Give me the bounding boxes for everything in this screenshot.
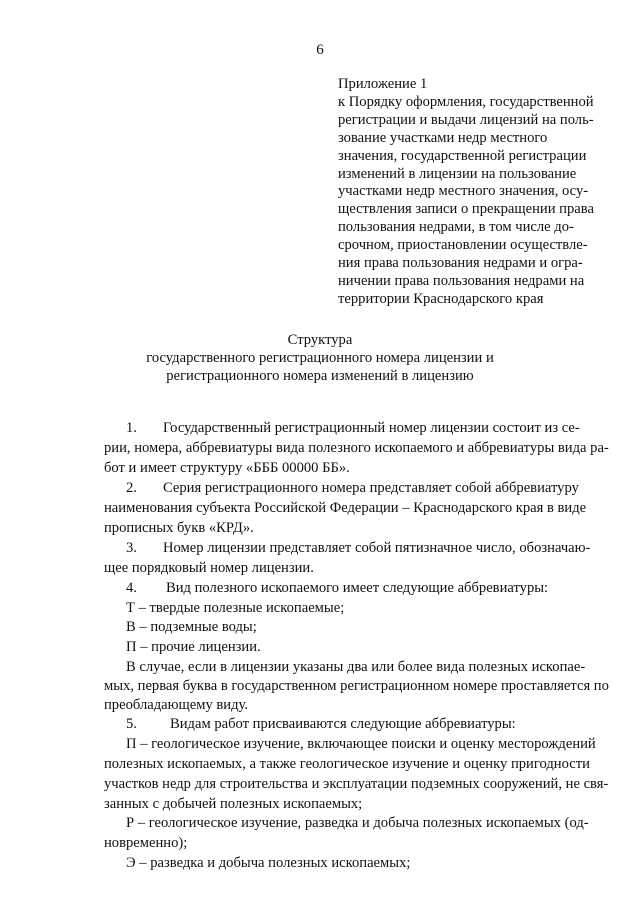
section-4-text: Вид полезного ископаемого имеет следующие аббревиатуры:	[166, 580, 549, 596]
section-2-first-line	[126, 479, 579, 499]
section-2-number: 2.	[126, 480, 137, 496]
appendix-line: срочном, приостановлении осуществле-	[338, 237, 588, 254]
heading-subtitle-line: государственного регистрационного номера лицензии и	[146, 350, 494, 366]
page-number: 6	[316, 42, 324, 58]
appendix-line: ничении права пользования недрами на	[338, 272, 585, 289]
section-4-first-line	[126, 579, 548, 599]
appendix-line: пользования недрами, в том числе до-	[338, 219, 574, 236]
section-4-number: 4.	[126, 580, 137, 596]
work-type-item-line: занных с добычей полезных ископаемых;	[104, 796, 363, 812]
appendix-line: ществления записи о прекращении права	[338, 201, 594, 218]
appendix-line: изменений в лицензии на пользование	[338, 165, 577, 182]
section-2-text: Серия регистрационного номера представляет собой аббревиатуру	[163, 480, 579, 496]
section-3-number: 3.	[126, 540, 137, 556]
appendix-line: значения, государственной регистрации	[338, 147, 587, 164]
document-heading	[0, 331, 640, 385]
heading-title: Структура	[287, 332, 353, 348]
appendix-line: территории Краснодарского края	[338, 290, 544, 307]
work-type-item: П – геологическое изучение, включающее поиски и оценку месторождений	[126, 736, 596, 752]
appendix-line: ния права пользования недрами и огра-	[338, 255, 583, 272]
section-1-first-line	[126, 419, 580, 439]
section-3-first-line	[126, 539, 590, 559]
section-2-line: прописных букв «КРД».	[104, 520, 254, 536]
section-5-number: 5.	[126, 716, 137, 732]
appendix-title: Приложение 1	[338, 76, 428, 92]
section-1-line: бот и имеет структуру «БББ 00000 ББ».	[104, 460, 350, 476]
section-1-number: 1.	[126, 420, 137, 436]
work-type-item-line: полезных ископаемых, а также геологическое изучение и оценку пригодности	[104, 756, 590, 772]
appendix-line: к Порядку оформления, государственной	[338, 93, 594, 110]
section-4-note-line: преобладающему виду.	[104, 697, 249, 713]
section-1-line: рии, номера, аббревиатуры вида полезного ископаемого и аббревиатуры вида ра-	[104, 440, 609, 456]
work-type-item-line: участков недр для строительства и эксплуатации подземных сооружений, не свя-	[104, 776, 609, 792]
section-5-text: Видам работ присваиваются следующие аббревиатуры:	[170, 716, 516, 732]
section-1-text: Государственный регистрационный номер лицензии состоит из се-	[163, 420, 580, 436]
heading-subtitle-line: регистрационного номера изменений в лицензию	[166, 368, 474, 384]
mineral-type-item: В – подземные воды;	[126, 619, 257, 635]
appendix-line: регистрации и выдачи лицензий на поль-	[338, 111, 594, 128]
appendix-line: зование участками недр местного	[338, 129, 548, 146]
section-3-text: Номер лицензии представляет собой пятизначное число, обозначаю-	[163, 540, 591, 556]
section-3-line: щее порядковый номер лицензии.	[104, 560, 314, 576]
work-type-item: Р – геологическое изучение, разведка и добыча полезных ископаемых (од-	[126, 815, 589, 831]
section-4-note-line: В случае, если в лицензии указаны два или более вида полезных ископае-	[126, 659, 586, 675]
appendix-header	[338, 76, 606, 309]
work-type-item: Э – разведка и добыча полезных ископаемых;	[126, 855, 411, 871]
section-5-first-line	[126, 715, 516, 735]
appendix-line: участками недр местного значения, осу-	[338, 183, 589, 200]
mineral-type-item: Т – твердые полезные ископаемые;	[126, 600, 345, 616]
work-type-item-line: новременно);	[104, 835, 188, 851]
section-2-line: наименования субъекта Российской Федерации – Краснодарского края в виде	[104, 500, 587, 516]
section-4-note-line: мых, первая буква в государственном регистрационном номере проставляется по	[104, 678, 609, 694]
mineral-type-item: П – прочие лицензии.	[126, 639, 261, 655]
